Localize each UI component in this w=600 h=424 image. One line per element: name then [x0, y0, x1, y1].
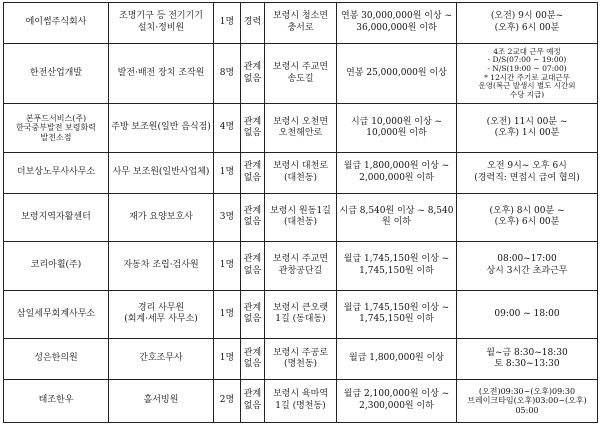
salary-cell: [337, 152, 457, 193]
work-hours-cell: [457, 3, 598, 44]
table-row: [4, 242, 598, 291]
salary-line: 월급 1,745,150원 이상 ~: [343, 302, 450, 313]
company-name-cell: [4, 379, 109, 422]
location-line: 보령시 주교면: [272, 62, 329, 73]
work-hours-line: 09:00 ~ 18:00: [494, 308, 560, 319]
salary-cell: [337, 104, 457, 153]
table-row: [4, 3, 598, 44]
location-line: 보령시 원동1길: [270, 205, 331, 216]
experience-line: 없음: [243, 172, 262, 183]
company-name-cell: [4, 242, 109, 291]
work-hours-cell: [457, 152, 598, 193]
work-hours-line: 브레이크타임(오후)03:00~(오후): [467, 396, 587, 406]
job-title-line: 주방 보조원(일반 음식점): [111, 122, 211, 133]
headcount-text: 1명: [219, 308, 235, 319]
table-row: [4, 290, 598, 339]
experience-cell: [241, 290, 265, 339]
work-hours-line: 05:00: [515, 405, 539, 415]
salary-line: 원 이하: [382, 217, 411, 228]
experience-cell: [241, 152, 265, 193]
experience-line: 없음: [243, 359, 262, 370]
job-title-line: 경리 사무원: [137, 302, 185, 313]
work-hours-line: 운영(복근 발생시 별도 시간외: [478, 81, 576, 91]
headcount-cell: [214, 193, 241, 242]
salary-cell: [337, 339, 457, 380]
work-hours-cell: [457, 242, 598, 291]
experience-line: 없음: [243, 217, 262, 228]
experience-cell: [241, 43, 265, 104]
table-row: [4, 104, 598, 153]
company-name-line: 코리아휠(주): [30, 260, 82, 271]
location-line: 보령시 주교면: [272, 254, 329, 265]
company-name-cell: [4, 43, 109, 104]
location-line: 충서로: [287, 22, 314, 33]
job-title-line: 자동차 조립·검사원: [123, 260, 199, 271]
salary-line: 연봉 30,000,000원 이상 ~: [340, 11, 453, 22]
work-hours-line: - N/S(19:00 ~ 07:00): [487, 63, 567, 73]
work-hours-line: 오전 9시~ 오후 6시: [487, 161, 567, 172]
job-title-line: 재가 요양보호사: [129, 211, 193, 222]
company-name-line: 본푸드서비스(주): [25, 114, 87, 123]
job-listings-table: [3, 2, 598, 423]
salary-line: 10,000원 이하: [366, 128, 427, 139]
location-line: 보령시 대천로: [272, 161, 329, 172]
work-hours-cell: [457, 43, 598, 104]
salary-line: 1,745,150원 이하: [359, 265, 434, 276]
experience-line: 없음: [243, 400, 262, 411]
salary-cell: [337, 379, 457, 422]
job-title-cell: [109, 3, 214, 44]
work-hours-line: 월~금 8:30~18:30: [486, 347, 568, 358]
job-title-cell: [109, 152, 214, 193]
salary-line: 시급 8,540원 이상 ~ 8,540: [339, 205, 454, 216]
location-line: (대천동): [283, 172, 318, 183]
headcount-cell: [214, 104, 241, 153]
job-title-line: 발전·배전 장치 조작원: [117, 67, 205, 78]
salary-line: 월급 1,745,150원 이상 ~: [343, 254, 450, 265]
headcount-text: 4명: [219, 122, 235, 133]
company-name-cell: [4, 152, 109, 193]
work-hours-cell: [457, 339, 598, 380]
work-hours-line: 수당 지급): [509, 89, 545, 99]
job-title-cell: [109, 339, 214, 380]
experience-line: 관계: [243, 302, 262, 313]
location-cell: [265, 339, 337, 380]
experience-line: 관계: [243, 347, 262, 358]
headcount-text: 1명: [219, 17, 235, 28]
table-row: [4, 43, 598, 104]
job-title-cell: [109, 193, 214, 242]
salary-cell: [337, 290, 457, 339]
job-title-line: (회계·세무 사무소): [124, 314, 198, 325]
salary-line: 2,300,000원 이하: [359, 400, 434, 411]
headcount-cell: [214, 3, 241, 44]
work-hours-line: (오전) 9시 00분~: [490, 11, 564, 22]
headcount-text: 8명: [219, 67, 235, 78]
job-title-line: 사무 보조원(일반사업체): [112, 167, 210, 178]
location-line: 보령시 큰오랫: [272, 302, 329, 313]
job-title-line: 설치·정비원: [137, 22, 185, 33]
headcount-text: 3명: [219, 211, 235, 222]
salary-line: 월급 1,800,000원 이상 ~: [343, 161, 450, 172]
work-hours-line: 4조 2교대 근무 예정: [493, 46, 561, 56]
headcount-cell: [214, 152, 241, 193]
company-name-cell: [4, 104, 109, 153]
location-cell: [265, 379, 337, 422]
work-hours-cell: [457, 379, 598, 422]
company-name-cell: [4, 193, 109, 242]
company-name-line: 더보상노무사사무소: [16, 167, 96, 178]
job-title-cell: [109, 290, 214, 339]
salary-line: 월급 2,100,000원 이상 ~: [343, 389, 450, 400]
headcount-cell: [214, 43, 241, 104]
work-hours-line: 상시 3시간 초과근무: [486, 265, 568, 276]
work-hours-line: (오후) 6시 00분: [494, 217, 560, 228]
experience-line: 관계: [243, 389, 262, 400]
work-hours-cell: [457, 104, 598, 153]
salary-cell: [337, 242, 457, 291]
job-listings-body: [4, 3, 598, 423]
location-line: 1길 (명천동): [275, 400, 326, 411]
job-title-cell: [109, 379, 214, 422]
company-name-line: 태조한우: [38, 395, 74, 406]
salary-line: 1,745,150원 이하: [359, 314, 434, 325]
company-name-cell: [4, 3, 109, 44]
job-title-cell: [109, 242, 214, 291]
salary-cell: [337, 3, 457, 44]
headcount-cell: [214, 242, 241, 291]
experience-line: 없음: [243, 265, 262, 276]
company-name-line: 보령지역자활센터: [21, 211, 91, 222]
headcount-cell: [214, 290, 241, 339]
experience-line: 없음: [243, 314, 262, 325]
experience-cell: [241, 193, 265, 242]
salary-line: 월급 1,800,000원 이상: [349, 353, 444, 364]
location-cell: [265, 104, 337, 153]
job-title-line: 간호조무사: [139, 353, 183, 364]
salary-line: 연봉 25,000,000원 이상: [346, 67, 447, 78]
experience-line: 관계: [243, 161, 262, 172]
work-hours-line: (오후) 8시 00분 ~: [489, 205, 565, 216]
experience-cell: [241, 3, 265, 44]
headcount-text: 2명: [219, 395, 235, 406]
experience-line: 관계: [243, 116, 262, 127]
work-hours-line: (경력직: 면접시 급여 협의): [474, 172, 580, 183]
job-title-line: 홀서빙원: [143, 395, 179, 406]
experience-line: 없음: [243, 73, 262, 84]
experience-line: 관계: [243, 62, 262, 73]
location-line: (대천동): [283, 217, 318, 228]
company-name-line: 발전소점: [40, 132, 72, 142]
location-cell: [265, 193, 337, 242]
experience-line: 관계: [243, 254, 262, 265]
job-title-cell: [109, 104, 214, 153]
headcount-text: 1명: [219, 260, 235, 271]
work-hours-cell: [457, 290, 598, 339]
table-row: [4, 379, 598, 422]
location-line: 보령시 육마역: [272, 389, 329, 400]
salary-line: 36,000,000원 이하: [356, 22, 437, 33]
experience-cell: [241, 104, 265, 153]
job-title-line: 조명기구 등 전기기기: [119, 11, 203, 22]
salary-cell: [337, 193, 457, 242]
table-row: [4, 339, 598, 380]
experience-line: 관계: [243, 205, 262, 216]
location-line: 보령시 주공로: [272, 347, 329, 358]
salary-cell: [337, 43, 457, 104]
location-cell: [265, 43, 337, 104]
location-cell: [265, 3, 337, 44]
work-hours-line: (오후) 6시 00분: [494, 22, 560, 33]
work-hours-line: * 12시간 주기로 교대근무: [484, 72, 570, 82]
work-hours-line: (오후) 1시 00분: [494, 128, 560, 139]
company-name-line: 한전산업개발: [29, 67, 83, 78]
location-line: (명천동): [283, 359, 318, 370]
work-hours-line: - D/S(07:00 ~ 19:00): [487, 55, 567, 65]
location-cell: [265, 152, 337, 193]
location-line: 보령시 청소면: [272, 11, 329, 22]
headcount-cell: [214, 339, 241, 380]
salary-line: 시급 10,000원 이상 ~: [350, 116, 443, 127]
location-line: 관창공단길: [278, 265, 323, 276]
location-line: 오천해안로: [278, 128, 323, 139]
experience-cell: [241, 379, 265, 422]
experience-cell: [241, 242, 265, 291]
work-hours-line: (오전)09:30~(오후)09:30: [478, 386, 576, 396]
headcount-text: 1명: [219, 353, 235, 364]
job-title-cell: [109, 43, 214, 104]
work-hours-line: 토 8:30~13:30: [494, 359, 560, 370]
company-name-line: 한국중부발전 보령화력: [16, 123, 96, 133]
location-line: 보령시 오천면: [272, 116, 329, 127]
location-line: 1길 (동대동): [275, 314, 326, 325]
location-line: 송도길: [287, 73, 314, 84]
headcount-text: 1명: [219, 167, 235, 178]
company-name-line: 에이썸주식회사: [25, 17, 87, 28]
location-cell: [265, 242, 337, 291]
headcount-cell: [214, 379, 241, 422]
table-row: [4, 152, 598, 193]
experience-line: 경력: [243, 17, 262, 28]
company-name-line: 삼일세무회계사무소: [16, 308, 96, 319]
location-cell: [265, 290, 337, 339]
company-name-cell: [4, 290, 109, 339]
company-name-line: 성은한의원: [34, 353, 78, 364]
experience-line: 없음: [243, 128, 262, 139]
work-hours-line: (오전) 11시 00분 ~: [486, 116, 568, 127]
table-row: [4, 193, 598, 242]
salary-line: 2,000,000원 이하: [359, 172, 434, 183]
work-hours-line: 08:00~17:00: [497, 254, 557, 265]
experience-cell: [241, 339, 265, 380]
work-hours-cell: [457, 193, 598, 242]
company-name-cell: [4, 339, 109, 380]
